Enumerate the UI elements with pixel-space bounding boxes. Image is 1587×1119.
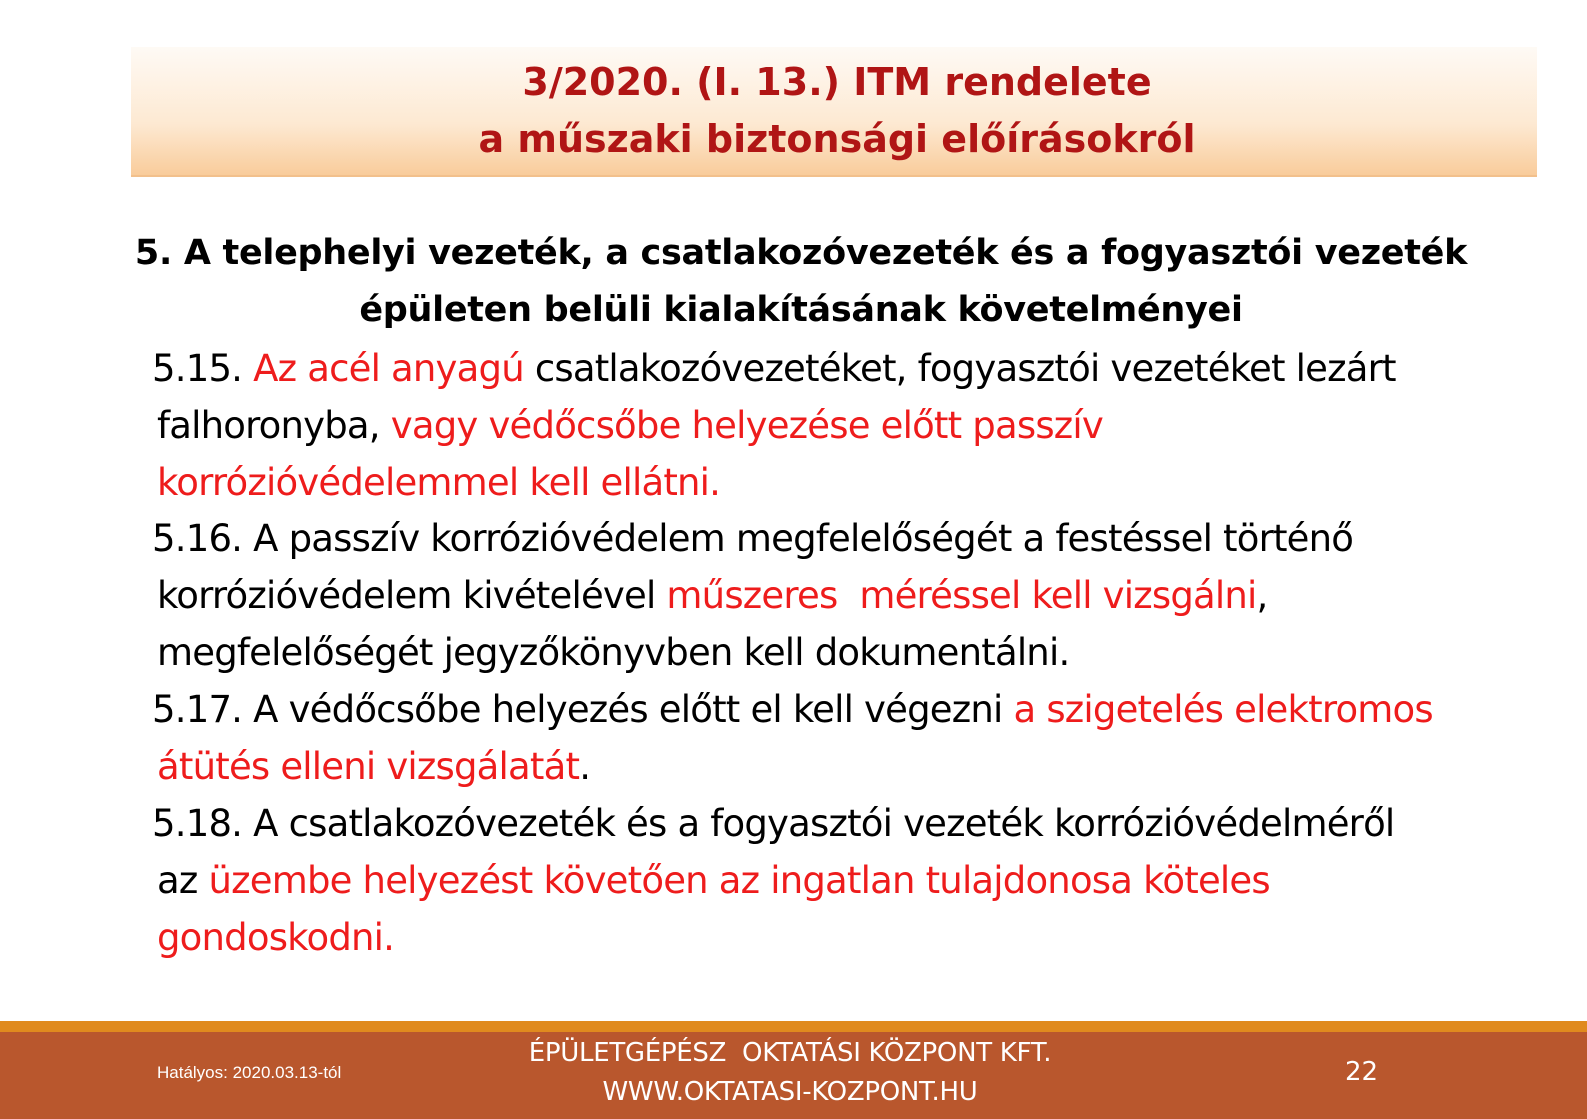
paragraph-5-15-line-3: korrózióvédelemmel kell ellátni. bbox=[157, 461, 721, 504]
title-band bbox=[131, 47, 1537, 177]
paragraph-5-18-line-1: 5.18. A csatlakozóvezeték és a fogyasztói vezeték korrózióvédelméről bbox=[152, 802, 1395, 845]
page-number: 22 bbox=[1345, 1057, 1379, 1087]
paragraph-5-16-line-2 bbox=[157, 574, 1267, 618]
section-heading-line-2: épületen belüli kialakításának követelményei bbox=[359, 290, 1243, 330]
paragraph-5-16-line-1: 5.16. A passzív korrózióvédelem megfelelőségét a festéssel történő bbox=[152, 517, 1354, 560]
text-segment: korrózióvédelem kivételével bbox=[157, 574, 667, 617]
effective-date: Hatályos: 2020.03.13-tól bbox=[157, 1063, 342, 1082]
company-website: WWW.OKTATASI-KOZPONT.HU bbox=[602, 1077, 978, 1107]
highlight-segment: Az acél anyagú bbox=[253, 347, 524, 390]
text-segment: , bbox=[1256, 574, 1268, 617]
text-segment: csatlakozóvezetéket, fogyasztói vezetéket lezárt bbox=[523, 347, 1396, 390]
highlight-segment: a szigetelés elektromos bbox=[1013, 688, 1433, 731]
paragraph-5-17-line-1 bbox=[152, 688, 1433, 732]
footer-bar bbox=[0, 1032, 1587, 1119]
highlight-segment: átütés elleni vizsgálatát bbox=[157, 745, 580, 788]
highlight-segment: vagy védőcsőbe helyezése előtt passzív bbox=[390, 404, 1104, 447]
text-segment: . bbox=[579, 745, 591, 788]
text-segment: 5.17. A védőcsőbe helyezés előtt el kell végezni bbox=[152, 688, 1014, 731]
highlight-segment: műszeres méréssel kell vizsgálni bbox=[666, 574, 1257, 617]
text-segment: 5.15. bbox=[152, 347, 254, 390]
company-name: ÉPÜLETGÉPÉSZ OKTATÁSI KÖZPONT KFT. bbox=[528, 1038, 1052, 1068]
footer-accent-stripe bbox=[0, 1021, 1587, 1032]
section-heading-line-1: 5. A telephelyi vezeték, a csatlakozóvezeték és a fogyasztói vezeték bbox=[134, 233, 1468, 273]
paragraph-5-18-line-3: gondoskodni. bbox=[157, 916, 395, 959]
slide-title-line-2: a műszaki biztonsági előírásokról bbox=[478, 117, 1196, 161]
text-segment: az bbox=[157, 859, 209, 902]
slide-title-line-1: 3/2020. (I. 13.) ITM rendelete bbox=[522, 60, 1152, 104]
highlight-segment: üzembe helyezést követően az ingatlan tulajdonosa köteles bbox=[208, 859, 1270, 902]
paragraph-5-16-line-3: megfelelőségét jegyzőkönyvben kell dokumentálni. bbox=[157, 631, 1070, 674]
text-segment: falhoronyba, bbox=[157, 404, 391, 447]
paragraph-5-18-line-2 bbox=[157, 859, 1270, 903]
paragraph-5-15-line-1 bbox=[152, 347, 1396, 391]
paragraph-5-15-line-2 bbox=[157, 404, 1103, 448]
paragraph-5-17-line-2 bbox=[157, 745, 590, 789]
